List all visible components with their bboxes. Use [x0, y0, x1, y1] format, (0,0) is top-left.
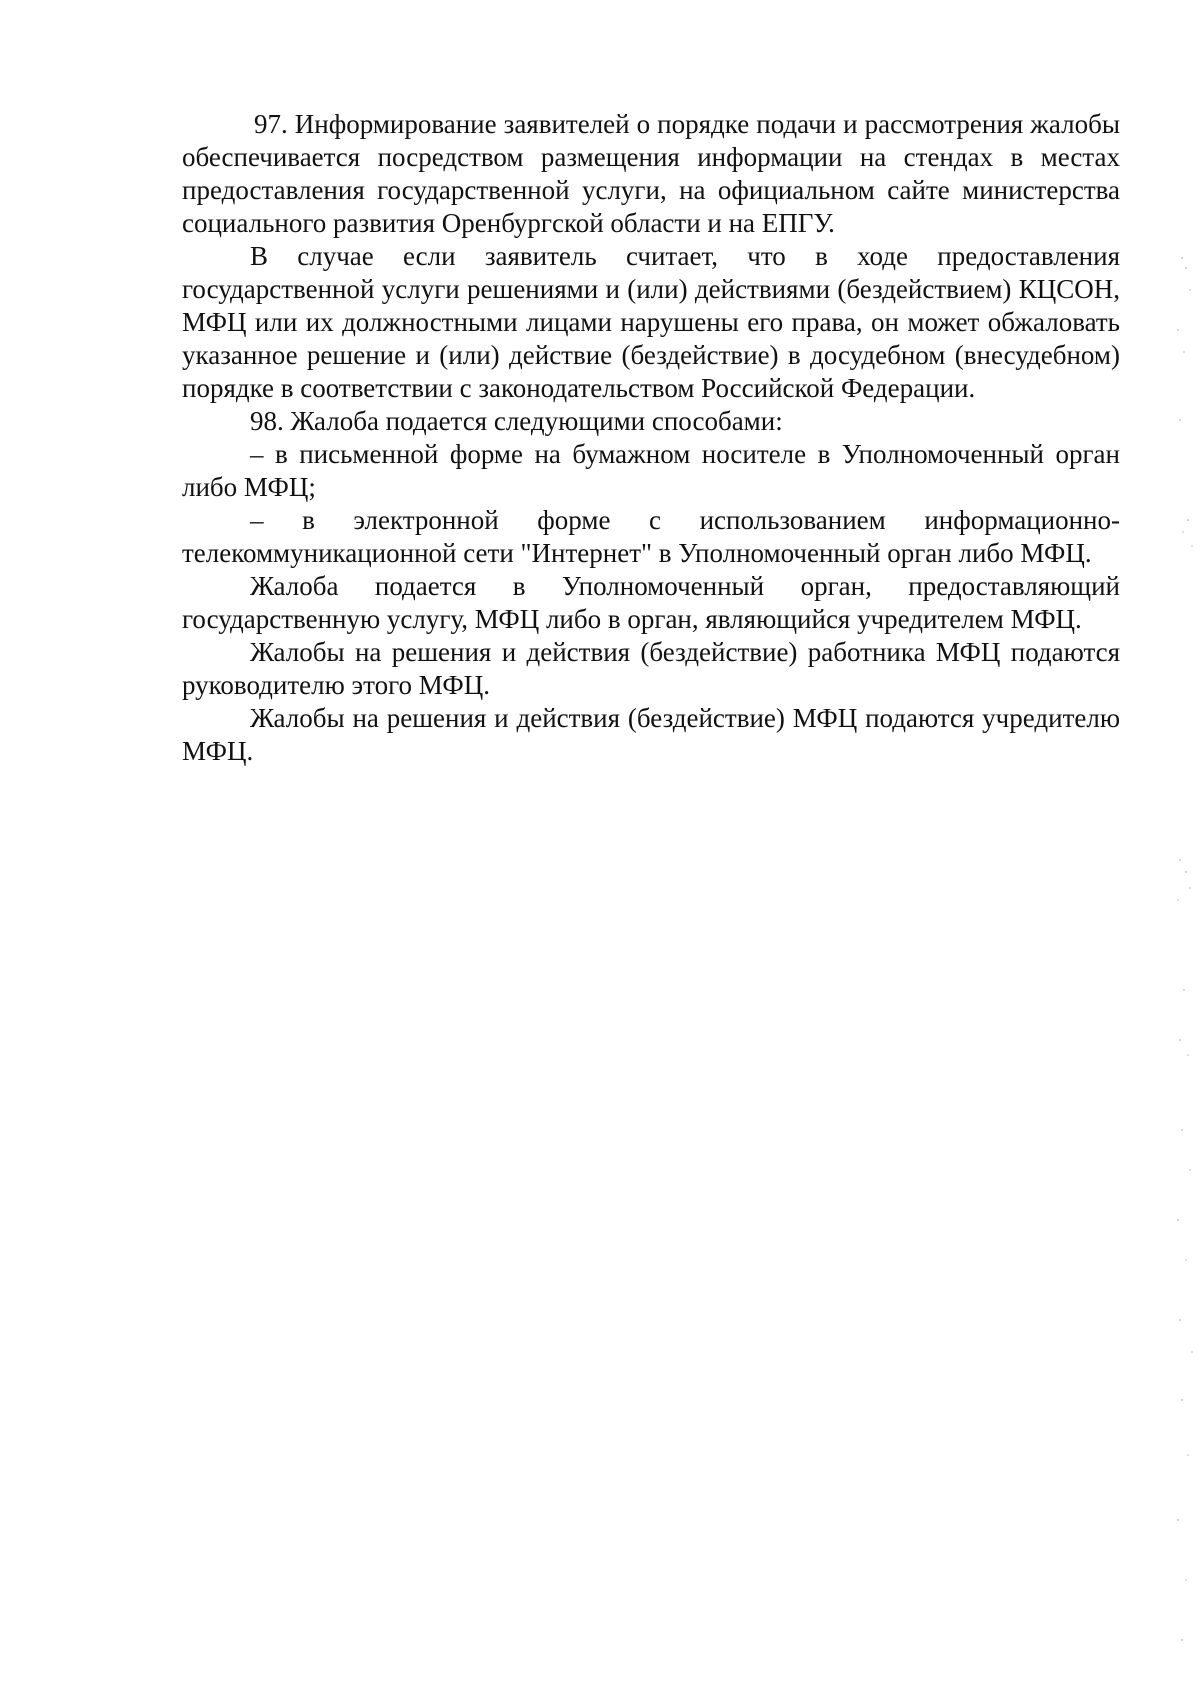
paragraph-complaint-right: В случае если заявитель считает, что в ходе предоставления государственной услуги решениями и (или) действиями (бездействием) КЦСОН, МФЦ или их должностными лицами нарушены его права, он может обжаловать указанное решение и (или) действие (бездействие) в досудебном (внесудебном) порядке в соответствии с законодательством Российской Федерации. — [182, 241, 1120, 403]
document-body — [182, 108, 1120, 768]
scan-noise — [1120, 0, 1200, 1697]
paragraph-complaint-submission: Жалоба подается в Уполномоченный орган, предоставляющий государственную услугу, МФЦ либо в орган, являющийся учредителем МФЦ. — [182, 571, 1120, 634]
paragraph-employee-complaints: Жалобы на решения и действия (бездействие) работника МФЦ подаются руководителю этого МФЦ. — [182, 637, 1120, 700]
paragraph-mfc-complaints: Жалобы на решения и действия (бездействие) МФЦ подаются учредителю МФЦ. — [182, 703, 1120, 766]
list-item-electronic-form: – в электронной форме с использованием информационно-телекоммуникационной сети "Интернет" в Уполномоченный орган либо МФЦ. — [182, 505, 1120, 568]
paragraph-98: 98. Жалоба подается следующими способами: — [250, 406, 783, 436]
list-item-paper-form: – в письменной форме на бумажном носителе в Уполномоченный орган либо МФЦ; — [182, 439, 1120, 502]
paragraph-97: 97. Информирование заявителей о порядке подачи и рассмотрения жалобы обеспечивается посредством размещения информации на стендах в местах предоставления государственной услуги, на официальном сайте министерства социального развития Оренбургской области и на ЕПГУ. — [182, 109, 1120, 238]
